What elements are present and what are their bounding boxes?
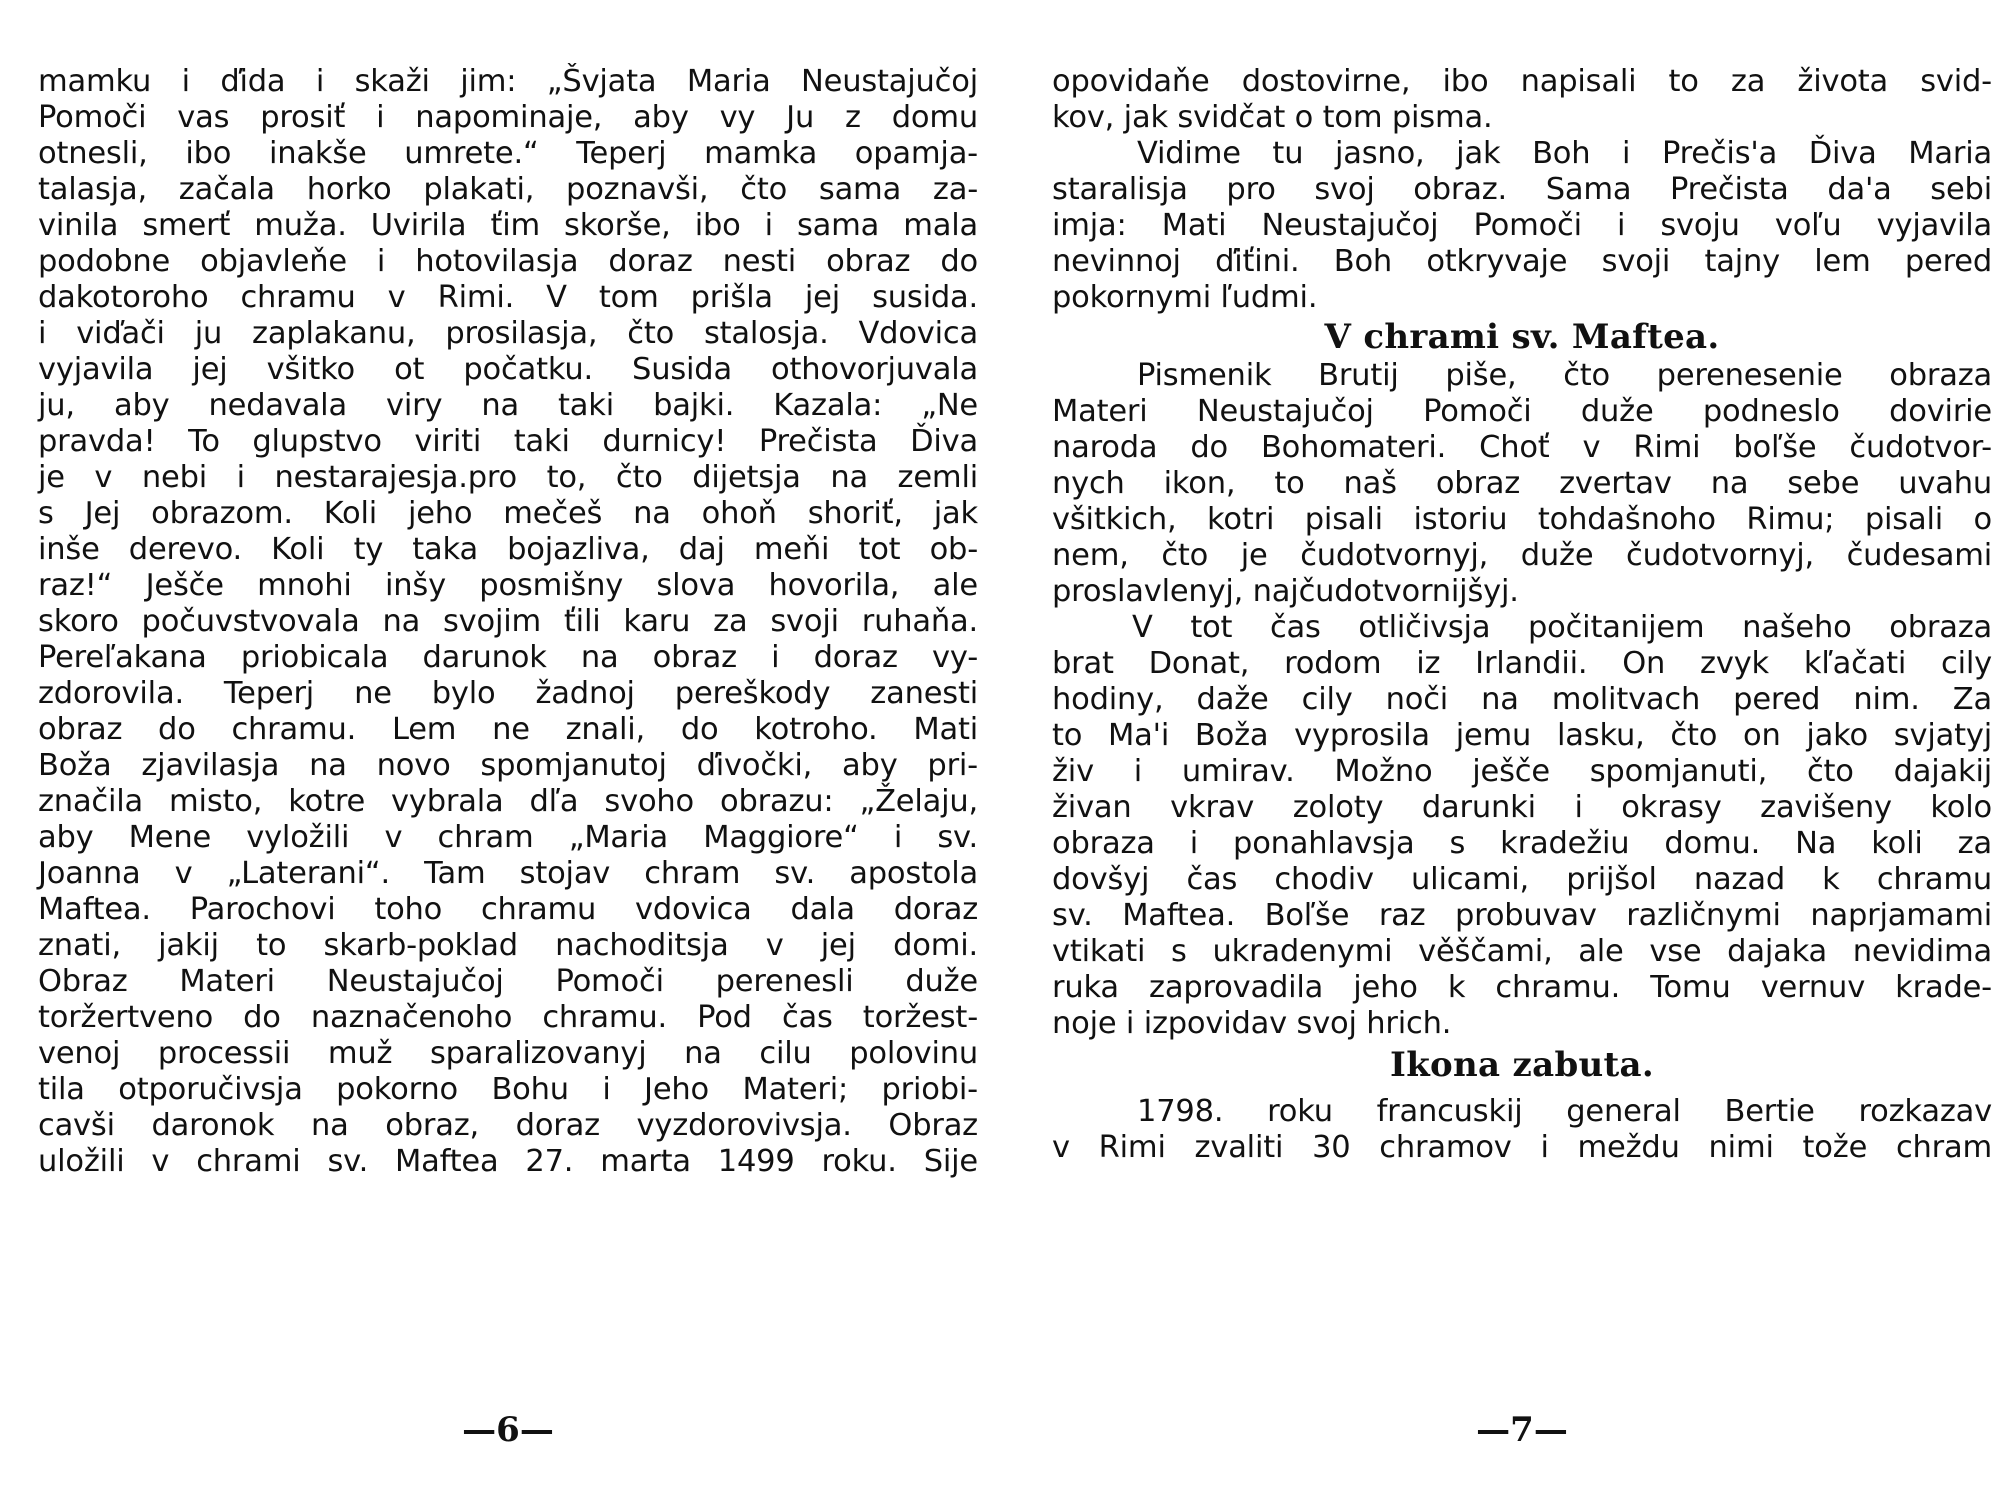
text-line: skoro počuvstvovala na svojim ťili karu za svoji ruhaňa. (38, 604, 978, 639)
text-line: talasja, začala horko plakati, poznavši, čto sama za- (38, 172, 978, 207)
text-line: aby Mene vyložili v chram „Maria Maggiore“ i sv. (38, 820, 978, 855)
text-line: naroda do Bohomateri. Choť v Rimi boľše čudotvor- (1052, 430, 1992, 465)
text-line: inše derevo. Koli ty taka bojazliva, daj meňi tot ob- (38, 532, 978, 567)
text-line: nevinnoj ďiťini. Boh otkryvaje svoji tajny lem pered (1052, 244, 1992, 279)
text-line: podobne objavleňe i hotovilasja doraz nesti obraz do (38, 244, 978, 279)
text-line: ju, aby nedavala viry na taki bajki. Kazala: „Ne (38, 388, 978, 423)
text-line: obraz do chramu. Lem ne znali, do kotroho. Mati (38, 712, 978, 747)
text-line: 1798. roku francuskij general Bertie rozkazav (1137, 1094, 1992, 1129)
text-line: otnesli, ibo inakše umrete.“ Teperj mamka opamja- (38, 136, 978, 171)
text-line: Pereľakana priobicala darunok na obraz i doraz vy- (38, 640, 978, 675)
text-line: živ i umirav. Možno ješče spomjanuti, čto dajakij (1052, 754, 1992, 789)
text-line: toržertveno do naznačenoho chramu. Pod čas toržest- (38, 1000, 978, 1035)
text-line: znati, jakij to skarb-poklad nachoditsja v jej domi. (38, 928, 978, 963)
text-line: Joanna v „Laterani“. Tam stojav chram sv. apostola (38, 856, 978, 891)
text-line: pokornymi ľudmi. (1052, 280, 1318, 315)
text-line: sv. Maftea. Boľše raz probuvav različnymi naprjamami (1052, 898, 1992, 933)
section-heading: V chrami sv. Maftea. (1324, 317, 1720, 357)
text-line: imja: Mati Neustajučoj Pomoči i svoju voľu vyjavila (1052, 208, 1992, 243)
text-line: Obraz Materi Neustajučoj Pomoči perenesli duže (38, 964, 978, 999)
text-line: nych ikon, to naš obraz zvertav na sebe uvahu (1052, 466, 1992, 501)
page-number: —7— (1476, 1410, 1568, 1450)
text-line: zdorovila. Teperj ne bylo žadnoj pereškody zanesti (38, 676, 978, 711)
text-line: brat Donat, rodom iz Irlandii. On zvyk kľačati cily (1052, 646, 1992, 681)
text-line: Materi Neustajučoj Pomoči duže podneslo dovirie (1052, 394, 1992, 429)
left-page (38, 60, 978, 1490)
text-line: cavši daronok na obraz, doraz vyzdorovivsja. Obraz (38, 1108, 978, 1143)
text-line: raz!“ Ješče mnohi inšy posmišny slova hovorila, ale (38, 568, 978, 603)
text-line: s Jej obrazom. Koli jeho mečeš na ohoň shoriť, jak (38, 496, 978, 531)
text-line: proslavlenyj, najčudotvornijšyj. (1052, 574, 1519, 609)
text-line: ruka zaprovadila jeho k chramu. Tomu vernuv krade- (1052, 970, 1992, 1005)
text-line: vtikati s ukradenymi věščami, ale vse dajaka nevidima (1052, 934, 1992, 969)
text-line: Pomoči vas prosiť i napominaje, aby vy Ju z domu (38, 100, 978, 135)
page-number: —6— (462, 1410, 554, 1450)
text-line: to Ma'i Boža vyprosila jemu lasku, čto on jako svjatyj (1052, 718, 1992, 753)
text-line: pravda! To glupstvo viriti taki durnicy! Prečista Ďiva (38, 424, 978, 459)
text-line: obraza i ponahlavsja s kradežiu domu. Na koli za (1052, 826, 1992, 861)
text-line: vinila smerť muža. Uvirila ťim skorše, ibo i sama mala (38, 208, 978, 243)
text-line: všitkich, kotri pisali istoriu tohdašnoho Rimu; pisali o (1052, 502, 1992, 537)
text-line: tila otporučivsja pokorno Bohu i Jeho Materi; priobi- (38, 1072, 978, 1107)
text-line: Pismenik Brutij piše, čto perenesenie obraza (1137, 358, 1992, 393)
text-line: Maftea. Parochovi toho chramu vdovica dala doraz (38, 892, 978, 927)
text-line: mamku i ďida i skaži jim: „Švjata Maria Neustajučoj (38, 64, 978, 99)
right-page (1052, 60, 1992, 1490)
text-line: je v nebi i nestarajesja.pro to, čto dijetsja na zemli (38, 460, 978, 495)
text-line: venoj processii muž sparalizovanyj na cilu polovinu (38, 1036, 978, 1071)
section-heading: Ikona zabuta. (1389, 1045, 1655, 1085)
text-line: Vidime tu jasno, jak Boh i Prečis'a Ďiva Maria (1137, 136, 1992, 171)
text-line: nem, čto je čudotvornyj, duže čudotvornyj, čudesami (1052, 538, 1992, 573)
text-line: značila misto, kotre vybrala dľa svoho obrazu: „Želaju, (38, 784, 978, 819)
text-line: v Rimi zvaliti 30 chramov i meždu nimi tože chram (1052, 1130, 1992, 1165)
text-line: kov, jak svidčat o tom pisma. (1052, 100, 1493, 135)
text-line: vyjavila jej všitko ot počatku. Susida othovorjuvala (38, 352, 978, 387)
text-line: dovšyj čas chodiv ulicami, prijšol nazad k chramu (1052, 862, 1992, 897)
text-line: Boža zjavilasja na novo spomjanutoj ďivočki, aby pri- (38, 748, 978, 783)
text-line: živan vkrav zoloty darunki i okrasy zavišeny kolo (1052, 790, 1992, 825)
text-line: hodiny, daže cily noči na molitvach pered nim. Za (1052, 682, 1992, 717)
text-line: dakotoroho chramu v Rimi. V tom prišla jej susida. (38, 280, 978, 315)
text-line: i viďači ju zaplakanu, prosilasja, čto stalosja. Vdovica (38, 316, 978, 351)
text-line: noje i izpovidav svoj hrich. (1052, 1006, 1452, 1041)
text-line: uložili v chrami sv. Maftea 27. marta 1499 roku. Sije (38, 1144, 978, 1179)
text-line: V tot čas otličivsja počitanijem našeho obraza (1132, 610, 1992, 645)
text-line: opovidaňe dostovirne, ibo napisali to za života svid- (1052, 64, 1992, 99)
text-line: staralisja pro svoj obraz. Sama Prečista da'a sebi (1052, 172, 1992, 207)
